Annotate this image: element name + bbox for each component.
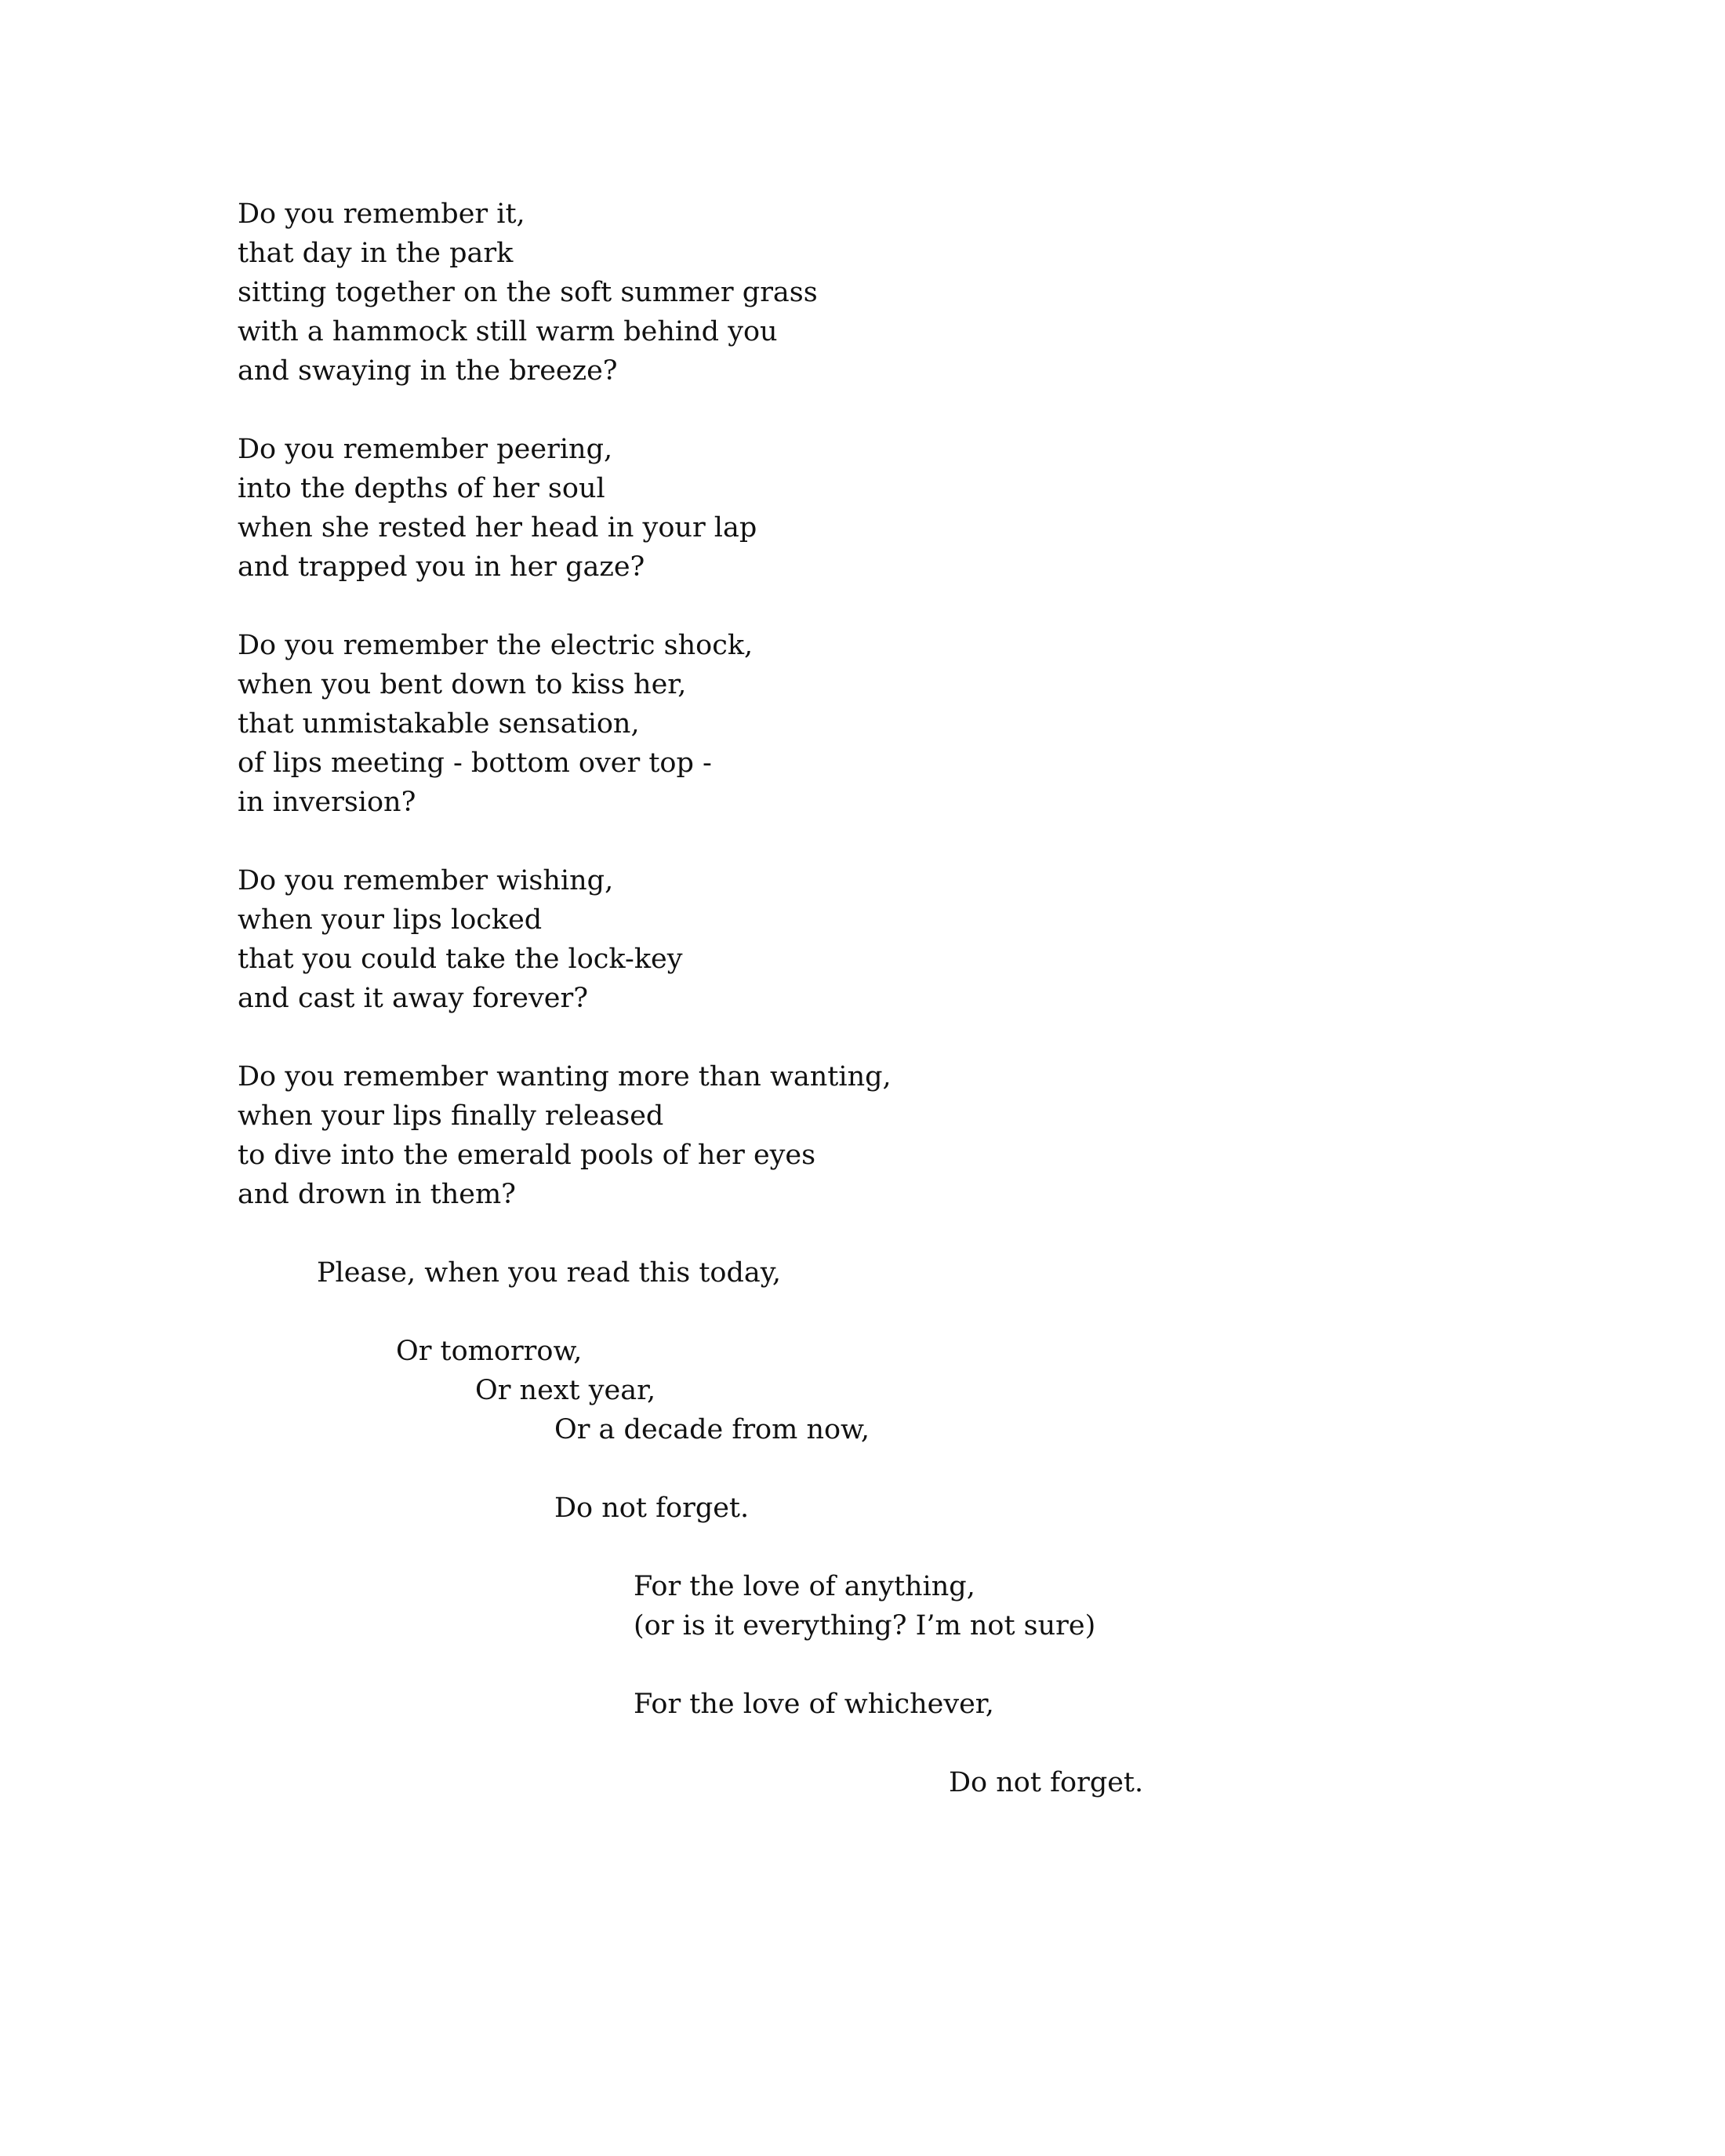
poem: [238, 195, 1649, 1802]
poem-line: Do you remember peering,: [238, 434, 613, 465]
poem-line: into the depths of her soul: [238, 473, 605, 504]
poem-line: Do you remember the electric shock,: [238, 630, 754, 661]
poem-line: sitting together on the soft summer grass: [238, 277, 818, 308]
poem-line-do-not-forget: Do not forget.: [554, 1492, 750, 1524]
stanza-break: [238, 1449, 1649, 1489]
poem-line: and swaying in the breeze?: [238, 355, 618, 387]
stanza-1: [238, 195, 1649, 391]
poem-line-final-do-not-forget: Do not forget.: [949, 1767, 1144, 1798]
poem-line-love-whichever: For the love of whichever,: [634, 1689, 994, 1720]
poem-line: with a hammock still warm behind you: [238, 316, 778, 347]
poem-line: and drown in them?: [238, 1179, 516, 1210]
stanza-break: [238, 822, 1649, 861]
poem-line: when she rested her head in your lap: [238, 512, 757, 544]
poem-line: Do you remember wanting more than wanting,: [238, 1061, 892, 1093]
stanza-break: [238, 1214, 1649, 1253]
poem-line: and trapped you in her gaze?: [238, 551, 645, 583]
poem-line-next-year: Or next year,: [475, 1375, 656, 1406]
poem-line-tomorrow: Or tomorrow,: [396, 1336, 583, 1367]
poem-line: when your lips locked: [238, 904, 543, 936]
poem-line: that unmistakable sensation,: [238, 708, 640, 740]
poem-line: that day in the park: [238, 238, 514, 269]
poem-line-everything: (or is it everything? I’m not sure): [634, 1610, 1096, 1642]
poem-line: in inversion?: [238, 787, 416, 818]
stanza-break: [238, 1018, 1649, 1057]
poem-line: and cast it away forever?: [238, 983, 588, 1014]
poem-line-love-anything: For the love of anything,: [634, 1571, 975, 1602]
stanza-break: [238, 391, 1649, 430]
poem-line: when you bent down to kiss her,: [238, 669, 687, 700]
stanza-break: [238, 1645, 1649, 1685]
stanza-break: [238, 1293, 1649, 1332]
poem-line: when your lips finally released: [238, 1100, 664, 1132]
poem-line-decade: Or a decade from now,: [554, 1414, 870, 1445]
stanza-2: [238, 430, 1649, 587]
stanza-4: [238, 861, 1649, 1018]
poem-line: to dive into the emerald pools of her eyes: [238, 1140, 816, 1171]
stanza-break: [238, 1724, 1649, 1763]
stanza-break: [238, 1528, 1649, 1567]
stanza-5: [238, 1057, 1649, 1214]
poem-line: Do you remember wishing,: [238, 865, 614, 896]
stanza-3: [238, 626, 1649, 822]
poem-line-please: Please, when you read this today,: [317, 1257, 782, 1289]
poem-line: of lips meeting - bottom over top -: [238, 747, 712, 779]
poem-line: Do you remember it,: [238, 198, 525, 230]
stanza-break: [238, 587, 1649, 626]
poem-line: that you could take the lock-key: [238, 943, 683, 975]
